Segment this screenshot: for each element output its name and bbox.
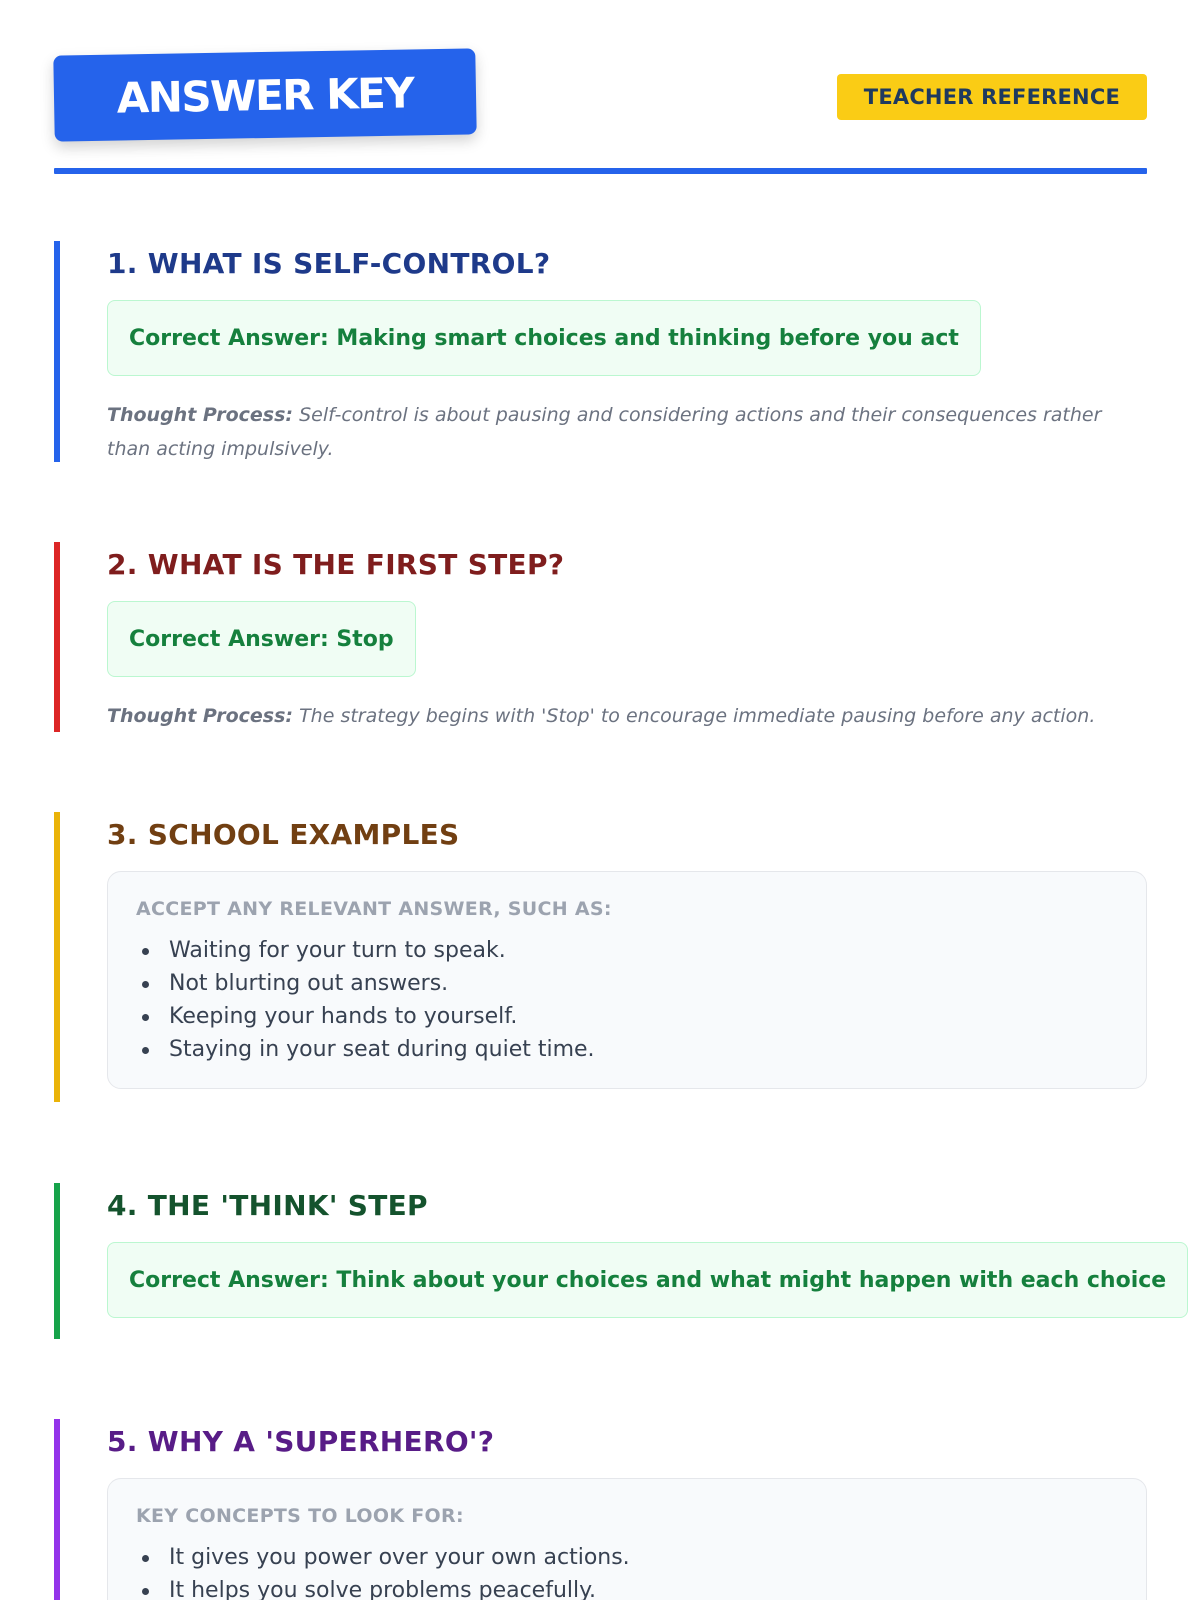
- correct-answer-box: Correct Answer: Making smart choices and thinking before you act: [107, 300, 981, 376]
- accepted-answers-list: [136, 934, 1118, 1066]
- thought-process-text: Self-control is about pausing and considering actions and their consequences rather than acting impulsively.: [107, 404, 1102, 460]
- question-title: 5. WHY A 'SUPERHERO'?: [107, 1425, 495, 1458]
- key-concepts-box: [107, 1478, 1147, 1600]
- thought-process-text: The strategy begins with 'Stop' to encourage immediate pausing before any action.: [299, 705, 1096, 727]
- question-title: 2. WHAT IS THE FIRST STEP?: [107, 548, 565, 581]
- list-heading: KEY CONCEPTS TO LOOK FOR:: [136, 1505, 464, 1527]
- key-concepts-list: [136, 1541, 1118, 1600]
- list-heading: ACCEPT ANY RELEVANT ANSWER, SUCH AS:: [136, 898, 612, 920]
- thought-process-label: Thought Process:: [107, 404, 294, 426]
- question-section-2: [54, 542, 1147, 732]
- list-item: Not blurting out answers.: [136, 967, 1118, 1000]
- accepted-answers-box: [107, 871, 1147, 1089]
- answer-key-page: [54, 0, 1167, 1600]
- correct-answer-box: Correct Answer: Think about your choices and what might happen with each choice: [107, 1242, 1188, 1318]
- page-title: ANSWER KEY: [116, 67, 414, 123]
- list-item: Staying in your seat during quiet time.: [136, 1033, 1118, 1066]
- header-divider: [54, 168, 1147, 174]
- question-section-3: [54, 812, 1147, 1102]
- question-title: 1. WHAT IS SELF-CONTROL?: [107, 247, 551, 280]
- question-title: 3. SCHOOL EXAMPLES: [107, 818, 460, 851]
- thought-process: [107, 699, 1147, 733]
- question-section-1: [54, 241, 1147, 462]
- list-item: It helps you solve problems peacefully.: [136, 1574, 1118, 1600]
- header: [54, 0, 1147, 176]
- question-section-5: [54, 1419, 1147, 1600]
- teacher-reference-badge: TEACHER REFERENCE: [837, 74, 1147, 120]
- correct-answer-box: Correct Answer: Stop: [107, 601, 416, 677]
- question-title: 4. THE 'THINK' STEP: [107, 1189, 428, 1222]
- list-item: It gives you power over your own actions.: [136, 1541, 1118, 1574]
- thought-process-label: Thought Process:: [107, 705, 294, 727]
- title-badge: [53, 48, 476, 141]
- list-item: Waiting for your turn to speak.: [136, 934, 1118, 967]
- question-section-4: [54, 1183, 1167, 1339]
- thought-process: [107, 398, 1147, 466]
- list-item: Keeping your hands to yourself.: [136, 1000, 1118, 1033]
